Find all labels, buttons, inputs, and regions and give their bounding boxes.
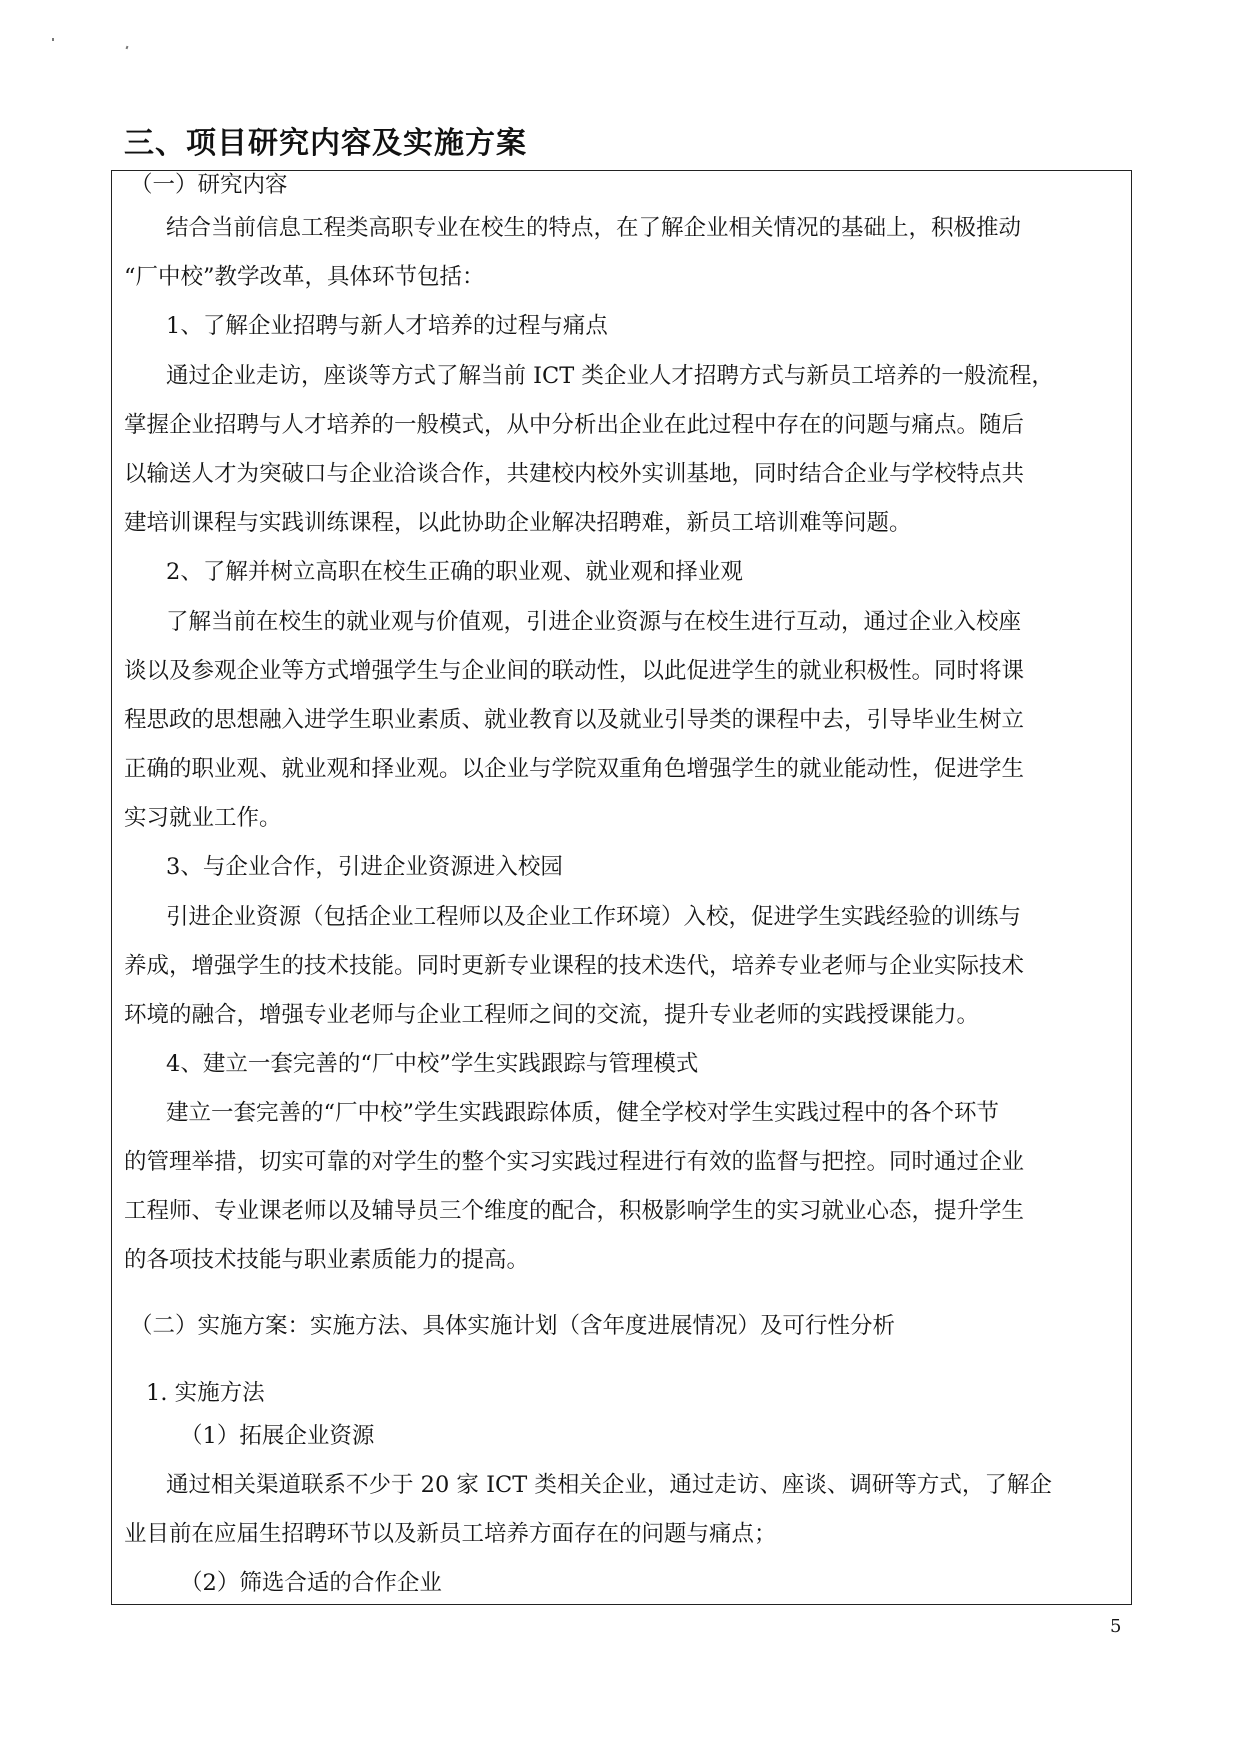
item1-title: 1、了解企业招聘与新人才培养的过程与痛点	[166, 313, 608, 339]
plan-heading: （二）实施方案：实施方法、具体实施计划（含年度进展情况）及可行性分析	[130, 1313, 896, 1339]
item1-text-line: 建培训课程与实践训练课程，以此协助企业解决招聘难，新员工培训难等问题。	[124, 510, 912, 536]
item4-text-line: 的各项技术技能与职业素质能力的提高。	[124, 1247, 530, 1273]
item3-text-line: 引进企业资源（包括企业工程师以及企业工作环境）入校，促进学生实践经验的训练与	[166, 904, 1022, 930]
item4-title: 4、建立一套完善的“厂中校”学生实践跟踪与管理模式	[166, 1051, 699, 1077]
item1-text-line: 通过企业走访，座谈等方式了解当前 ICT 类企业人才招聘方式与新员工培养的一般流程，	[166, 363, 1054, 389]
item4-text-line: 建立一套完善的“厂中校”学生实践跟踪体质，健全学校对学生实践过程中的各个环节	[166, 1100, 1000, 1126]
research-intro-line: “厂中校”教学改革，具体环节包括：	[124, 264, 485, 290]
scan-speck	[52, 38, 54, 41]
item2-text-line: 了解当前在校生的就业观与价值观，引进企业资源与在校生进行互动，通过企业入校座	[166, 609, 1022, 635]
item3-text-line: 养成，增强学生的技术技能。同时更新专业课程的技术迭代，培养专业老师与企业实际技术	[124, 953, 1025, 979]
research-heading: （一）研究内容	[130, 172, 288, 198]
item3-title: 3、与企业合作，引进企业资源进入校园	[166, 854, 563, 880]
research-intro-line: 结合当前信息工程类高职专业在校生的特点，在了解企业相关情况的基础上，积极推动	[166, 215, 1022, 241]
scan-speck	[126, 46, 129, 50]
item2-title: 2、了解并树立高职在校生正确的职业观、就业观和择业观	[166, 559, 743, 585]
page-number: 5	[1110, 1616, 1122, 1637]
step1-text-line: 通过相关渠道联系不少于 20 家 ICT 类相关企业，通过走访、座谈、调研等方式，了解企	[166, 1472, 1052, 1498]
item1-text-line: 掌握企业招聘与人才培养的一般模式，从中分析出企业在此过程中存在的问题与痛点。随后	[124, 412, 1025, 438]
item2-text-line: 谈以及参观企业等方式增强学生与企业间的联动性，以此促进学生的就业积极性。同时将课	[124, 658, 1025, 684]
item3-text-line: 环境的融合，增强专业老师与企业工程师之间的交流，提升专业老师的实践授课能力。	[124, 1002, 980, 1028]
step1-title: （1）拓展企业资源	[180, 1423, 375, 1449]
step1-text-line: 业目前在应届生招聘环节以及新员工培养方面存在的问题与痛点；	[124, 1521, 777, 1547]
section-title: 三、项目研究内容及实施方案	[124, 126, 527, 161]
method-title: 1. 实施方法	[146, 1380, 265, 1406]
item2-text-line: 实习就业工作。	[124, 805, 282, 831]
item4-text-line: 工程师、专业课老师以及辅导员三个维度的配合，积极影响学生的实习就业心态，提升学生	[124, 1198, 1025, 1224]
item2-text-line: 正确的职业观、就业观和择业观。以企业与学院双重角色增强学生的就业能动性，促进学生	[124, 756, 1025, 782]
item2-text-line: 程思政的思想融入进学生职业素质、就业教育以及就业引导类的课程中去，引导毕业生树立	[124, 707, 1025, 733]
step2-title: （2）筛选合适的合作企业	[180, 1570, 442, 1596]
item1-text-line: 以输送人才为突破口与企业洽谈合作，共建校内校外实训基地，同时结合企业与学校特点共	[124, 461, 1025, 487]
item4-text-line: 的管理举措，切实可靠的对学生的整个实习实践过程进行有效的监督与把控。同时通过企业	[124, 1149, 1025, 1175]
